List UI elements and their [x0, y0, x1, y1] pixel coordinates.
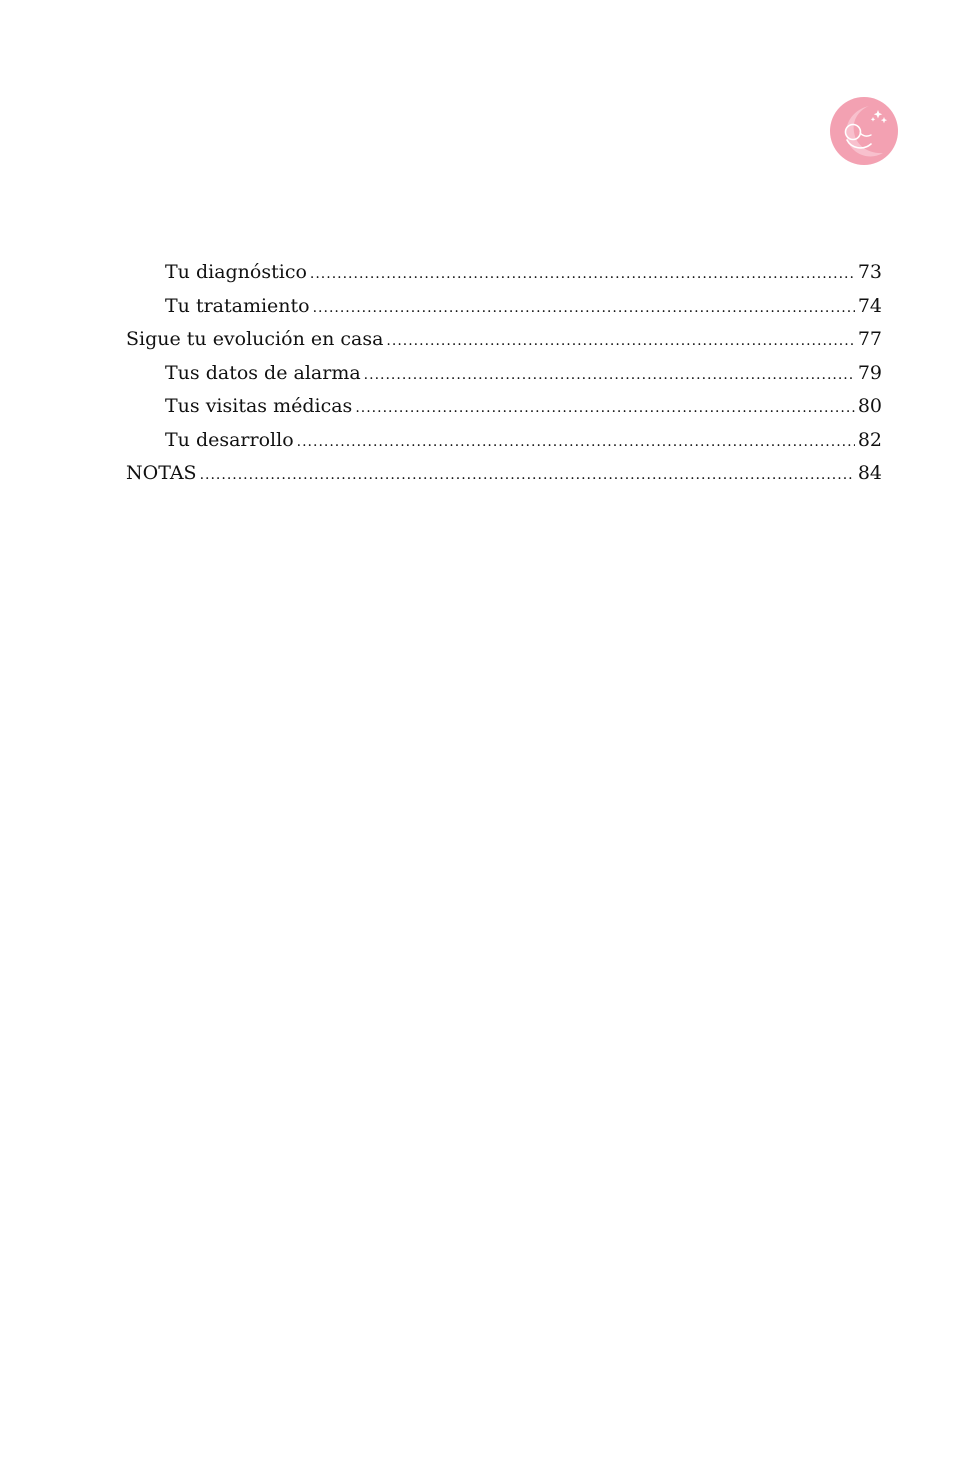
toc-entry[interactable] [126, 290, 882, 324]
toc-dot-leader [200, 459, 855, 493]
toc-entry-page-number: 77 [857, 328, 882, 350]
toc-entry[interactable] [126, 323, 882, 357]
toc-dot-leader [313, 292, 855, 326]
table-of-contents [126, 256, 882, 491]
toc-dot-leader [297, 426, 855, 460]
toc-entry[interactable] [126, 256, 882, 290]
toc-entry[interactable] [126, 424, 882, 458]
toc-dot-leader [364, 359, 855, 393]
toc-dot-leader [310, 258, 855, 292]
toc-dot-leader [355, 392, 855, 426]
toc-entry-title: Tu diagnóstico [165, 261, 307, 283]
toc-entry-page-number: 84 [857, 462, 882, 484]
toc-entry[interactable] [126, 457, 882, 491]
toc-entry-page-number: 74 [857, 294, 882, 317]
baby-moon-logo-icon [829, 96, 899, 166]
toc-entry-page-number: 80 [857, 395, 882, 417]
toc-entry-page-number: 82 [857, 428, 882, 451]
toc-entry-title: Sigue tu evolución en casa [126, 328, 384, 350]
toc-entry-title: Tus visitas médicas [165, 395, 353, 417]
toc-entry[interactable] [126, 390, 882, 424]
toc-entry-title: NOTAS [126, 462, 197, 484]
toc-entry-page-number: 79 [857, 361, 882, 384]
toc-entry-page-number: 73 [857, 261, 882, 283]
toc-entry-title: Tu desarrollo [165, 428, 294, 451]
toc-entry-title: Tu tratamiento [165, 294, 310, 317]
toc-entry[interactable] [126, 357, 882, 391]
toc-dot-leader [386, 325, 854, 359]
toc-entry-title: Tus datos de alarma [165, 361, 361, 384]
